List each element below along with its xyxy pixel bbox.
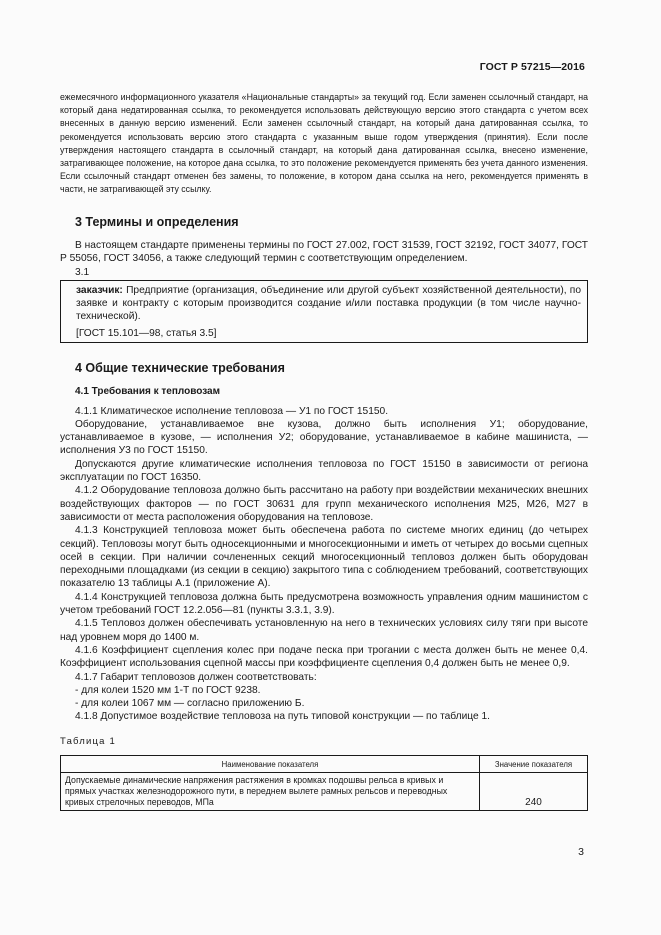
paragraph-4-1-7: 4.1.7 Габарит тепловозов должен соответствовать: [75,671,317,683]
table-cell-value: 240 [480,773,588,811]
subsection-4-1-title: 4.1 Требования к тепловозам [75,386,221,398]
list-item: - для колеи 1067 мм — согласно приложению Б. [75,698,305,710]
term-number: 3.1 [75,266,90,278]
column-header-name: Наименование показателя [61,756,480,773]
term-name: заказчик: [76,284,123,296]
section-3-intro: В настоящем стандарте применены термины по ГОСТ 27.002, ГОСТ 31539, ГОСТ 32192, ГОСТ 34077, ГОСТ Р 55056, ГОСТ 34056, а также следующий термин с соответствующим определением. [60,239,588,265]
table-caption: Таблица 1 [60,735,116,747]
paragraph-equipment: Оборудование, устанавливаемое вне кузова, должно быть исполнения У1; оборудование, устанавливаемое в кузове, — исполнения У2; оборудование, устанавливаемое в кабине машиниста, — исполнения У3 по ГОСТ 15150. [60,418,588,457]
term-definition: Предприятие (организация, объединение или другой субъект хозяйственной деятельности), по заявке и контракту с которым производится создание и/или поставка продукции (в том числе научно-технической). [76,284,581,323]
term-text [76,284,581,324]
table-1 [60,755,588,811]
intro-paragraph: ежемесячного информационного указателя «Национальные стандарты» за текущий год. Если заменен ссылочный стандарт, на который дана недатированная ссылка, то рекомендуется использовать действующую версию этого стандарта с учетом всех внесенных в данную версию изменений. Если заменен ссылочный стандарт, на который дана датированная ссылка, то рекомендуется использовать версию этого стандарта с указанным выше годом утверждения (принятия). Если после утверждения настоящего стандарта в ссылочный стандарт, на который дана датированная ссылка, внесено изменение, затрагивающее положение, на которое дана ссылка, то это положение рекомендуется применять без учета данного изменения. Если ссылочный стандарт отменен без замены, то положение, в котором дана ссылка на него, рекомендуется применять в части, не затрагивающей эту ссылку. [60,92,588,195]
paragraph-4-1-5: 4.1.5 Тепловоз должен обеспечивать установленную на него в технических условиях силу тяги при высоте над уровнем моря до 1400 м. [60,618,588,643]
document-id-header: ГОСТ Р 57215—2016 [479,61,585,73]
section-3-title: 3 Термины и определения [75,214,239,229]
paragraph-4-1-1: 4.1.1 Климатическое исполнение тепловоза — У1 по ГОСТ 15150. [75,405,389,417]
paragraph-4-1-6: 4.1.6 Коэффициент сцепления колес при подаче песка при трогании с места должен быть не менее 0,4. Коэффициент использования сцепной массы при коэффициенте сцепления 0,4 должен быть не менее 0,9. [60,644,588,670]
paragraph-4-1-2: 4.1.2 Оборудование тепловоза должно быть рассчитано на работу при воздействии механических внешних воздействующих факторов — по ГОСТ 30631 для групп механического исполнения М25, М26, М27 в зависимости от места расположения оборудования на тепловозе. [60,485,588,523]
term-definition-box [60,280,588,343]
list-item: - для колеи 1520 мм 1-Т по ГОСТ 9238. [75,684,261,696]
term-reference: [ГОСТ 15.101—98, статья 3.5] [76,327,217,339]
paragraph-climate: Допускаются другие климатические исполнения тепловоза по ГОСТ 15150 в зависимости от региона эксплуатации по ГОСТ 16350. [60,458,588,484]
table-header-row [61,756,588,773]
table-cell-name: Допускаемые динамические напряжения растяжения в кромках подошвы рельса в кривых и прямых участках железнодорожного пути, в переднем вылете рамных рельсов и переводных кривых стрелочных переводов, МПа [61,773,480,811]
paragraph-4-1-4: 4.1.4 Конструкцией тепловоза должна быть предусмотрена возможность управления одним машинистом с учетом требований ГОСТ 12.2.056—81 (пункты 3.3.1, 3.9). [60,591,588,617]
page-number: 3 [578,846,584,858]
table-row [61,773,588,811]
column-header-value: Значение показателя [480,756,588,773]
paragraph-4-1-3: 4.1.3 Конструкцией тепловоза может быть обеспечена работа по системе многих единиц (до четырех секций). Тепловозы могут быть односекционными и многосекционными и иметь от четырех до восьми сцепных осей в секции. При наличии сочлененных секций многосекционный тепловоз должен быть оборудован переходными площадками (из секции в секцию) закрытого типа с соблюдением требований, соответствующих показателю 13 таблицы А.1 (приложение А). [60,525,588,590]
section-4-title: 4 Общие технические требования [75,361,285,375]
page-content [60,91,588,811]
paragraph-4-1-8: 4.1.8 Допустимое воздействие тепловоза на путь типовой конструкции — по таблице 1. [75,711,491,723]
